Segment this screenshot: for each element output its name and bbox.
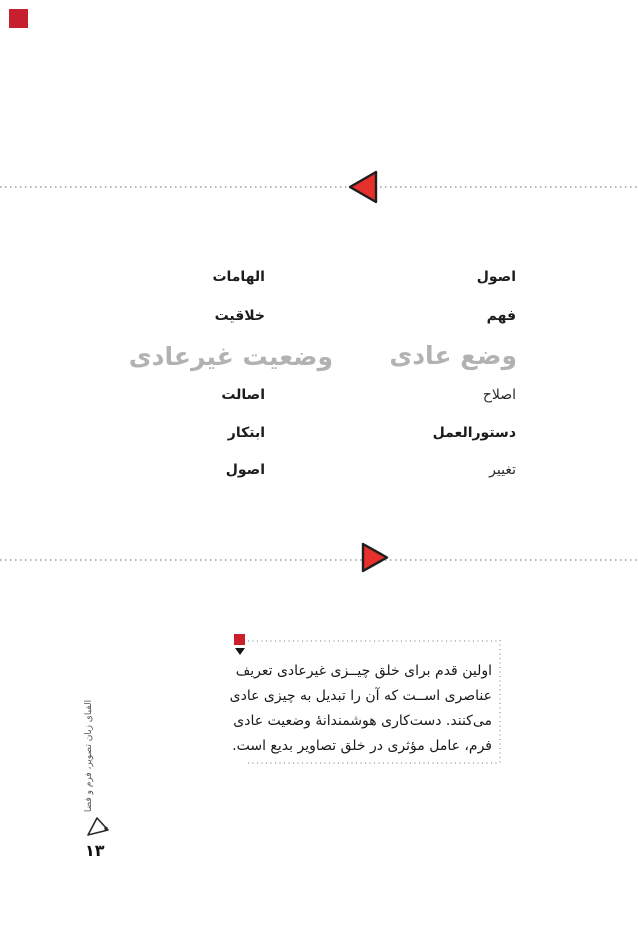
word-right-5: دستورالعمل xyxy=(432,425,516,441)
word-right-3-large: وضع عادی xyxy=(389,341,517,370)
note-line: اولین قدم برای خلق چیــزی غیرعادی تعریف xyxy=(235,663,492,679)
corner-red-square-icon xyxy=(9,9,28,28)
note-line: فرم، عامل مؤثری در خلق تصاویر بدیع است. xyxy=(232,738,492,754)
word-left-4: اصالت xyxy=(221,387,265,403)
page-number: ۱۳ xyxy=(85,841,105,860)
word-right-1: اصول xyxy=(476,269,516,285)
note-line: عناصری اســت که آن را تبدیل به چیزی عادی xyxy=(229,688,492,704)
divider-red-triangle-right-icon xyxy=(360,542,390,574)
note-red-square-icon xyxy=(234,634,245,645)
divider-red-triangle-left-icon xyxy=(347,169,379,205)
word-left-6: اصول xyxy=(225,462,265,478)
word-right-4: اصلاح xyxy=(482,387,516,403)
word-right-2: فهم xyxy=(486,308,516,324)
note-paragraph xyxy=(229,659,492,759)
word-left-3-large: وضعیت غیرعادی xyxy=(128,342,333,371)
note-box-border-top xyxy=(248,640,500,642)
word-right-6: تغییر xyxy=(489,462,516,478)
word-left-2: خلاقیت xyxy=(214,308,265,324)
divider-dotted-line-bottom xyxy=(0,559,638,561)
word-left-1: الهامات xyxy=(212,269,265,285)
spine-title-vertical-text: الفبای زبان تصویر، فرم و فضا xyxy=(84,699,94,813)
note-box-border-right xyxy=(499,640,501,764)
note-line: می‌کنند. دست‌کاری هوشمندانهٔ وضعیت عادی xyxy=(233,713,492,729)
footer-outline-triangle-icon xyxy=(85,815,113,839)
note-box-border-bottom xyxy=(248,762,500,764)
note-down-arrow-icon xyxy=(235,648,245,655)
word-left-5: ابتکار xyxy=(227,425,265,441)
divider-dotted-line-top xyxy=(0,186,638,188)
